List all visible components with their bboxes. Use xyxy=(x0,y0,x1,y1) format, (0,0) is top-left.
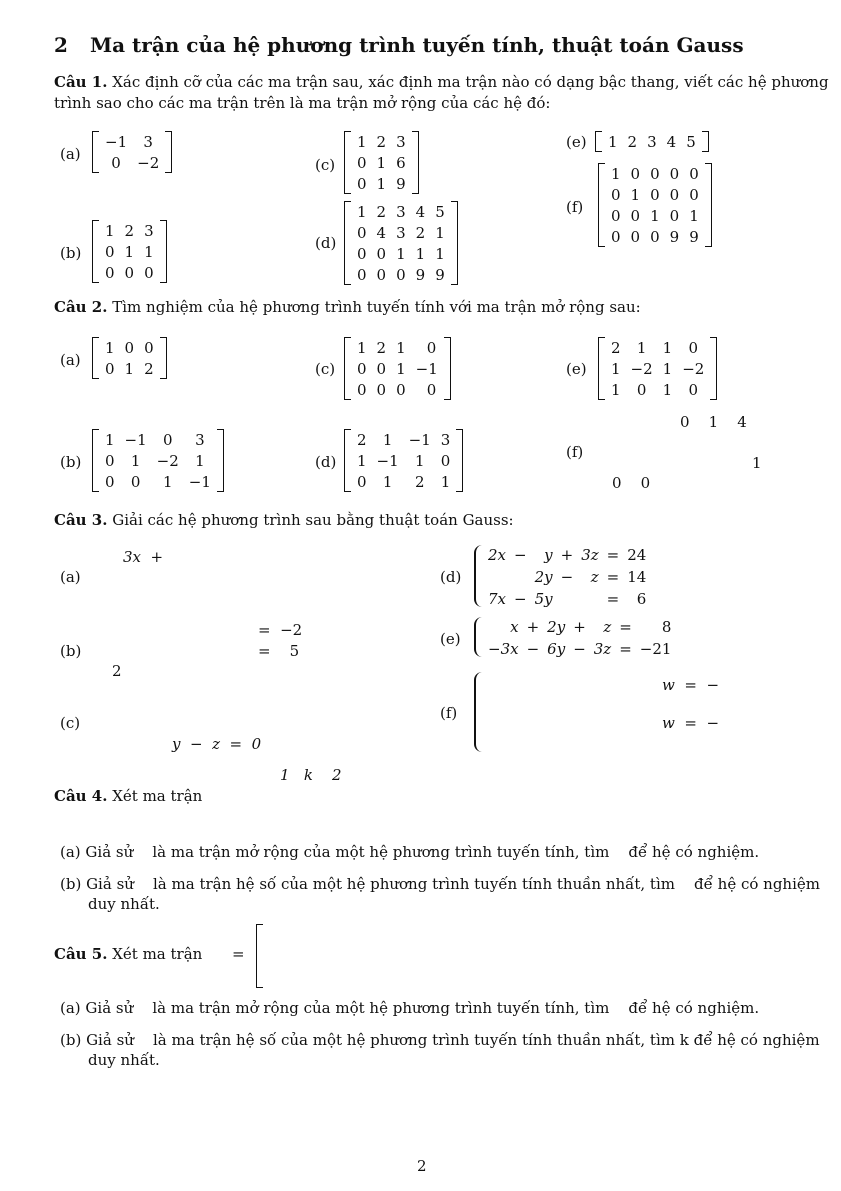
q5-equals: = xyxy=(232,945,245,963)
q2-text: Tìm nghiệm của hệ phương trình tuyến tính với ma trận mở rộng sau: xyxy=(112,298,641,316)
q2-f-label: (f) xyxy=(566,443,584,461)
q3-b-label: (b) xyxy=(60,642,82,660)
q5-b-line1: (b) Giả sử là ma trận hệ số của một hệ phương trình tuyến tính thuần nhất, tìm k để hệ có nghiệm xyxy=(60,1031,820,1049)
q1-text1: Xác định cỡ của các ma trận sau, xác định ma trận nào có dạng bậc thang, viết các hệ phương xyxy=(112,73,829,91)
q1-matrix-c: 1 2 3 0 1 6 0 1 9 xyxy=(352,131,411,194)
q4-a: (a) Giả sử là ma trận mở rộng của một hệ phương trình tuyến tính, tìm để hệ có nghiệm. xyxy=(60,843,760,861)
q3-c-label: (c) xyxy=(60,714,81,732)
q2-matrix-a: 1 0 0 0 1 2 xyxy=(100,337,159,379)
q2-b-label: (b) xyxy=(60,453,82,471)
q3-f-brace xyxy=(474,672,482,752)
q1-line1 xyxy=(54,72,829,92)
q3-c-row: y − z = 0 xyxy=(172,735,262,753)
q5-matrix-bracket xyxy=(256,924,263,988)
q1-a-label: (a) xyxy=(60,145,81,163)
q1-matrix-b: 1 2 3 0 1 1 0 0 0 xyxy=(100,220,159,283)
section-title: Ma trận của hệ phương trình tuyến tính, thuật toán Gauss xyxy=(90,33,744,57)
q1-label: Câu 1. xyxy=(54,73,108,91)
q2-f-row3: 0 0 xyxy=(612,474,651,492)
q3-b-row1: = −2 xyxy=(258,621,303,639)
q3-f-row1: w = − xyxy=(662,676,720,694)
q3-b-row3: 2 xyxy=(112,662,122,680)
q2-e-label: (e) xyxy=(566,360,587,378)
q3-e-brace xyxy=(474,617,482,657)
q4-text: Xét ma trận xyxy=(112,787,203,805)
q3-f-label: (f) xyxy=(440,704,458,722)
q5-b-line2: duy nhất. xyxy=(88,1051,160,1069)
q3-a-label: (a) xyxy=(60,568,81,586)
q4-fragment: 1 k 2 xyxy=(280,766,342,784)
q1-matrix-a: −1 3 0 −2 xyxy=(100,131,164,173)
q3-e-system: x + 2y + z = 8 −3x − 6y − 3z = −21 xyxy=(488,618,672,658)
q2-label: Câu 2. xyxy=(54,298,108,316)
q3-e-label: (e) xyxy=(440,630,461,648)
q2-matrix-b: 1 −1 0 3 0 1 −2 1 0 0 1 −1 xyxy=(100,429,216,492)
q1-e-label: (e) xyxy=(566,133,587,151)
q1-c-label: (c) xyxy=(315,156,336,174)
q1-line2: trình sao cho các ma trận trên là ma trận mở rộng của các hệ đó: xyxy=(54,94,551,112)
q3-d-label: (d) xyxy=(440,568,462,586)
q2-f-row2: 1 xyxy=(752,454,762,472)
page-number: 2 xyxy=(417,1157,427,1175)
q2-c-label: (c) xyxy=(315,360,336,378)
q3-b-row2: = 5 xyxy=(258,642,300,660)
q1-d-label: (d) xyxy=(315,234,337,252)
q3-d-brace xyxy=(474,545,482,607)
q3-f-row2: w = − xyxy=(662,714,720,732)
q1-matrix-f: 1 0 0 0 0 0 1 0 0 0 0 0 1 0 1 0 0 0 9 9 xyxy=(606,163,704,247)
q4-label: Câu 4. xyxy=(54,787,108,805)
q5-label: Câu 5. xyxy=(54,945,108,963)
q3-label: Câu 3. xyxy=(54,511,108,529)
q3-text: Giải các hệ phương trình sau bằng thuật toán Gauss: xyxy=(112,511,514,529)
q2-matrix-d: 2 1 −1 3 1 −1 1 0 0 1 2 1 xyxy=(352,429,455,492)
q2-a-label: (a) xyxy=(60,351,81,369)
q3-line xyxy=(54,510,514,530)
q2-matrix-e: 2 1 1 0 1 −2 1 −2 1 0 1 0 xyxy=(606,337,709,400)
q5-text: Xét ma trận xyxy=(112,945,203,963)
q1-matrix-e: 1 2 3 4 5 xyxy=(603,131,701,152)
q5-line xyxy=(54,944,202,964)
q3-a-fragment: 3x + xyxy=(123,548,164,566)
q4-b-line2: duy nhất. xyxy=(88,895,160,913)
q4-line xyxy=(54,786,202,806)
q1-b-label: (b) xyxy=(60,244,82,262)
section-number: 2 xyxy=(54,33,68,57)
q5-a: (a) Giả sử là ma trận mở rộng của một hệ phương trình tuyến tính, tìm để hệ có nghiệm. xyxy=(60,999,760,1017)
q2-line xyxy=(54,297,641,317)
q3-d-system: 2x − y + 3z = 24 2y − z = 14 7x − 5y = 6 xyxy=(488,546,647,608)
q2-f-row1: 0 1 4 xyxy=(680,413,747,431)
q1-matrix-d: 1 2 3 4 5 0 4 3 2 1 0 0 1 1 1 0 0 0 9 9 xyxy=(352,201,450,285)
q1-f-label: (f) xyxy=(566,198,584,216)
q2-matrix-c: 1 2 1 0 0 0 1 −1 0 0 0 0 xyxy=(352,337,443,400)
q2-d-label: (d) xyxy=(315,453,337,471)
q4-b-line1: (b) Giả sử là ma trận hệ số của một hệ phương trình tuyến tính thuần nhất, tìm để hệ có nghiệm xyxy=(60,875,820,893)
